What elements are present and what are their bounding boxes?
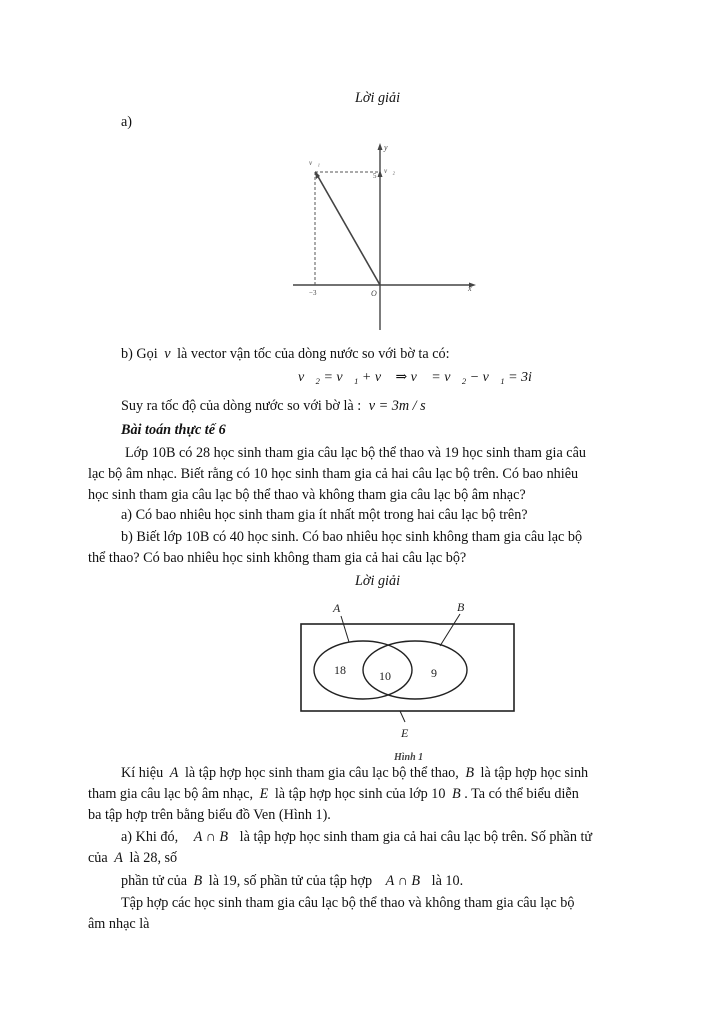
set-a-symbol-2: A: [114, 850, 123, 866]
x-axis-label: x: [468, 284, 472, 293]
speed-text: Suy ra tốc độ của dòng nước so với bờ là :: [121, 398, 362, 414]
speed-value: v = 3m / s: [368, 398, 426, 414]
explain-line-1: [121, 763, 588, 783]
v1-vector: [316, 173, 380, 285]
universal-set-rectangle: [301, 624, 514, 711]
label-b: B: [457, 600, 465, 614]
y-axis-arrow: [378, 143, 383, 150]
label-a: A: [333, 601, 341, 615]
part-b-rest: là vector vận tốc của dòng nước so với bờ ta có:: [177, 346, 450, 362]
explain-l2-a: tham gia câu lạc bộ âm nhạc,: [88, 786, 254, 802]
explain-l2-c: . Ta có thể biểu diễn: [464, 786, 579, 802]
part-b-intro: b) Gọi: [121, 346, 158, 362]
question-a: a) Có bao nhiêu học sinh tham gia ít nhất một trong hai câu lạc bộ trên?: [121, 507, 528, 523]
problem-para-line-3: học sinh tham gia câu lạc bộ thể thao và không tham gia câu lạc bộ âm nhạc?: [88, 487, 526, 503]
velocity-formula: v⃗₂ = v⃗₁ + v⃗ ⇒ v⃗ = v⃗₂ − v⃗₁ = 3i⃗: [298, 370, 543, 385]
y-axis-label: y: [384, 143, 388, 152]
solution-title: Lời giải: [355, 90, 401, 106]
label-a-pointer: [341, 616, 349, 642]
explain-a-line-3: [121, 871, 463, 891]
set-b-symbol-2: B: [452, 786, 461, 802]
venn-diagram: [295, 594, 525, 766]
only-a-count: 18: [334, 663, 346, 677]
question-b-line-1: b) Biết lớp 10B có 40 học sinh. Có bao nhiêu học sinh không tham gia câu lạc bộ: [121, 529, 583, 545]
last-line-2: âm nhạc là: [88, 916, 150, 932]
explain-l1-c: là tập hợp học sinh: [480, 765, 589, 781]
explain-l2-b: là tập hợp học sinh của lớp 10: [274, 786, 446, 802]
intersection-count: 10: [379, 669, 391, 683]
part-b-line: [121, 344, 450, 364]
explain-a-l2-b: là 28, số: [129, 850, 178, 866]
figure-caption: Hình 1: [394, 752, 424, 763]
set-e-symbol: E: [259, 786, 269, 802]
explain-a-l3-a: phần tử của: [121, 873, 187, 889]
v1-label: v⃗₁: [309, 159, 320, 167]
explain-a-l1-a: a) Khi đó,: [121, 829, 179, 845]
set-b-symbol-3: B: [193, 873, 203, 889]
vector-v: v: [164, 346, 171, 362]
explain-a-l3-c: là 10.: [431, 873, 464, 889]
explain-a-line-1: [121, 827, 592, 847]
x-tick-label: −3: [309, 289, 317, 297]
set-a-symbol: A: [169, 765, 179, 781]
explain-a-l2-a: của: [88, 850, 108, 866]
label-e-pointer: [400, 711, 405, 722]
v2-arrowhead: [378, 170, 383, 177]
explain-line-2: [88, 784, 579, 804]
label-e: E: [401, 726, 409, 740]
problem-para-line-1: Lớp 10B có 28 học sinh tham gia câu lạc bộ thể thao và 19 học sinh tham gia câu: [125, 445, 586, 461]
explain-l1-b: là tập hợp học sinh tham gia câu lạc bộ thể thao,: [184, 765, 459, 781]
v2-label: v⃗₂: [384, 167, 395, 175]
speed-line: [121, 396, 426, 416]
problem-para-line-2: lạc bộ âm nhạc. Biết rằng có 10 học sinh tham gia cả hai câu lạc bộ trên. Có bao nhiêu: [88, 466, 579, 482]
last-line-1: Tập hợp các học sinh tham gia câu lạc bộ thể thao và không tham gia câu lạc bộ: [121, 895, 575, 911]
intersection-symbol: A ∩ B: [193, 829, 229, 845]
label-b-pointer: [440, 614, 460, 646]
solution-title-2: Lời giải: [355, 573, 401, 589]
part-a-label: a): [121, 114, 133, 130]
explain-line-3: ba tập hợp trên bằng biểu đồ Ven (Hình 1).: [88, 807, 331, 823]
origin-label: O: [371, 289, 377, 298]
set-b-symbol: B: [465, 765, 474, 781]
question-b-line-2: thể thao? Có bao nhiêu học sinh không tham gia cả hai câu lạc bộ?: [88, 550, 467, 566]
velocity-graph: [285, 140, 480, 332]
only-b-count: 9: [431, 666, 437, 680]
explain-a-line-2: [88, 848, 177, 868]
explain-a-l3-b: là 19, số phần tử của tập hợp: [208, 873, 373, 889]
y-tick-label: 5: [373, 172, 377, 180]
intersection-symbol-2: A ∩ B: [385, 873, 421, 889]
explain-l1-a: Kí hiệu: [121, 765, 164, 781]
problem-title: Bài toán thực tế 6: [121, 422, 226, 438]
explain-a-l1-b: là tập hợp học sinh tham gia cả hai câu lạc bộ trên. Số phần tử: [239, 829, 593, 845]
